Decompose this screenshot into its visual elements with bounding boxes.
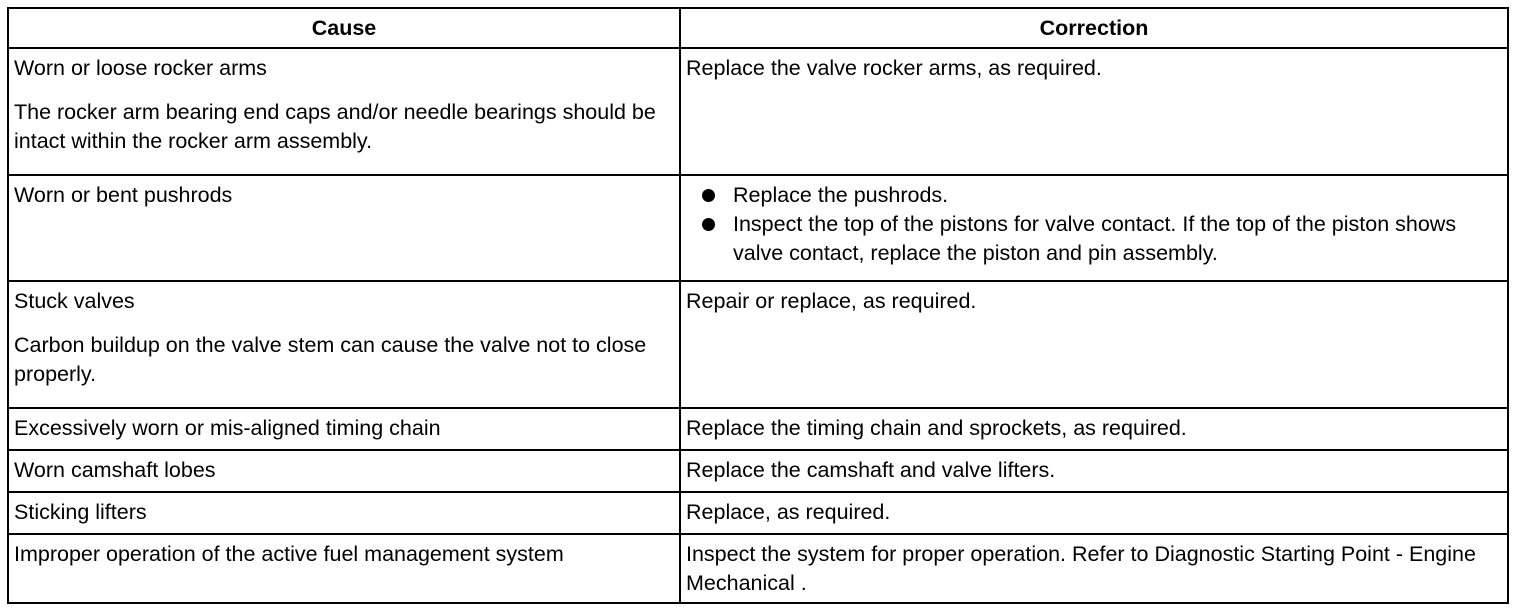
diagnostic-table [7,7,1509,604]
correction-text: Replace the timing chain and sprockets, as required. [686,416,1187,440]
correction-cell [680,48,1508,175]
correction-bullet-item: Inspect the top of the pistons for valve contact. If the top of the piston shows valve contact, replace the piston and pin assembly. [733,210,1501,268]
correction-text: Replace, as required. [686,500,891,524]
cause-text: Worn or bent pushrods [14,183,233,207]
cause-cell [8,175,680,281]
column-header-correction: Correction [680,8,1508,48]
correction-bullet-item: Replace the pushrods. [733,181,1501,210]
column-header-cause: Cause [8,8,680,48]
table-header-row [8,8,1508,48]
correction-cell [680,534,1508,603]
correction-text: Replace the camshaft and valve lifters. [686,458,1056,482]
correction-text: Repair or replace, as required. [686,289,977,313]
correction-text: Inspect the system for proper operation. Refer to Diagnostic Starting Point - Engine Mechanical . [686,542,1476,595]
cause-text: Worn or loose rocker arms [14,56,267,80]
table-row [8,48,1508,175]
table-row [8,408,1508,450]
cause-text: Improper operation of the active fuel management system [14,542,564,566]
correction-bullet-list [686,181,1501,268]
table-row [8,281,1508,408]
correction-cell [680,408,1508,450]
correction-text: Replace the valve rocker arms, as required. [686,56,1102,80]
cause-cell [8,48,680,175]
cause-note: The rocker arm bearing end caps and/or needle bearings should be intact within the rocker arm assembly. [14,100,656,153]
cause-cell [8,450,680,492]
cause-text: Worn camshaft lobes [14,458,216,482]
cause-cell [8,281,680,408]
cause-note: Carbon buildup on the valve stem can cause the valve not to close properly. [14,333,647,386]
correction-cell [680,175,1508,281]
table-row [8,175,1508,281]
table-row [8,534,1508,603]
table-row [8,450,1508,492]
cause-text: Sticking lifters [14,500,147,524]
cause-text: Stuck valves [14,289,135,313]
cause-cell [8,408,680,450]
table-row [8,492,1508,534]
cause-text: Excessively worn or mis-aligned timing chain [14,416,441,440]
cause-cell [8,492,680,534]
correction-cell [680,450,1508,492]
correction-cell [680,492,1508,534]
correction-cell [680,281,1508,408]
cause-cell [8,534,680,603]
